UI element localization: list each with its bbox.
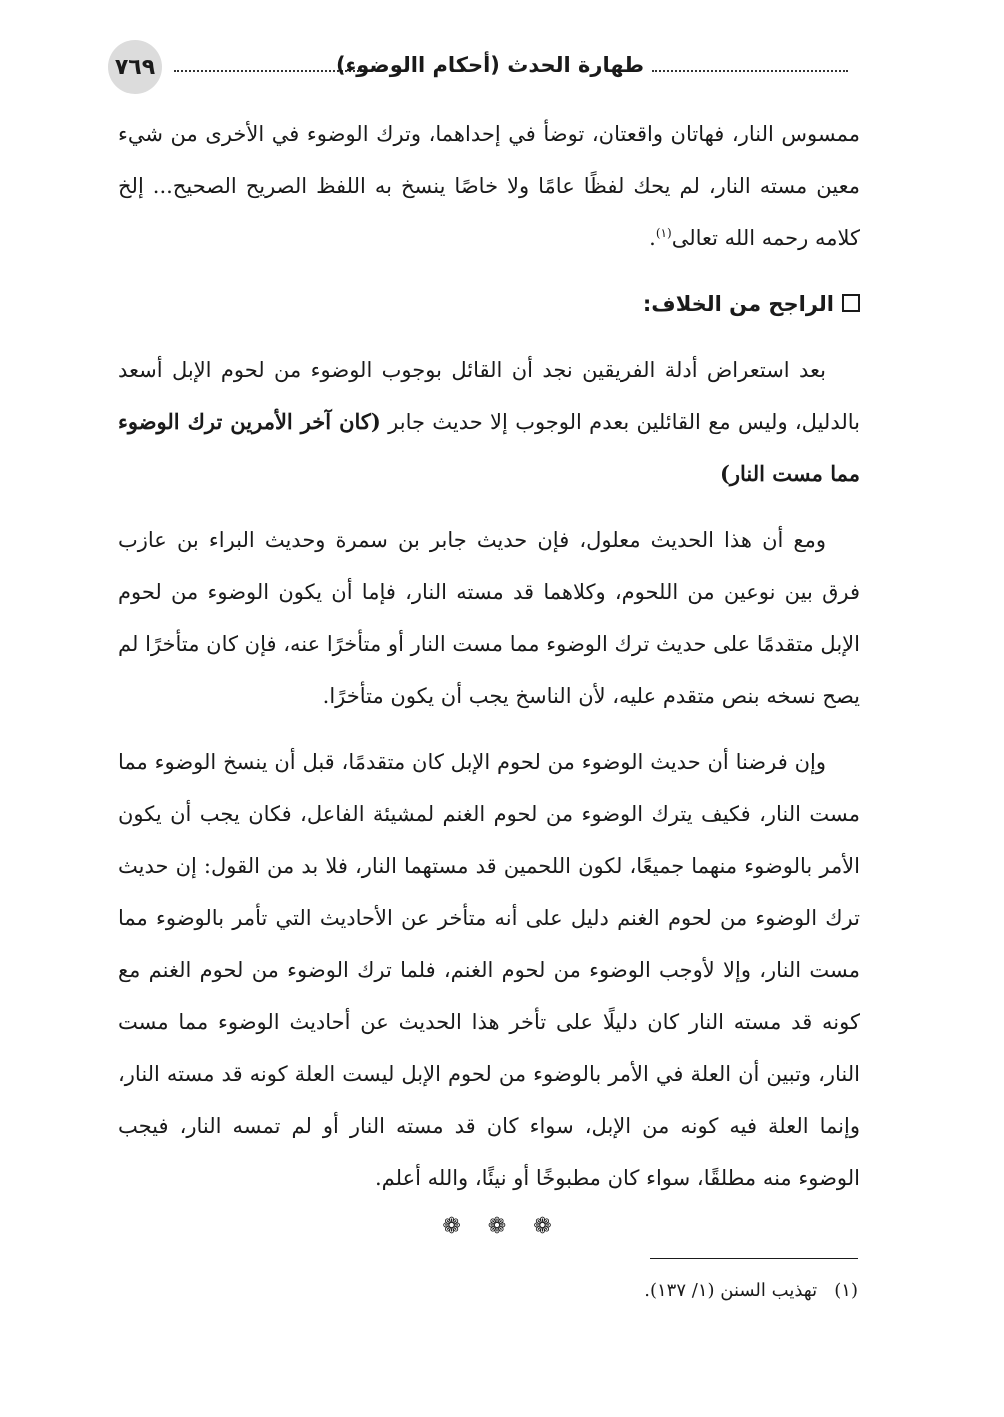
footnote-reference: (١): [655, 226, 672, 240]
section-heading-text: الراجح من الخلاف:: [642, 292, 834, 316]
main-text: [118, 108, 860, 1204]
running-title: طهارة الحدث (أحكام االوضوء): [335, 53, 644, 77]
header-dotted-leader-right: [652, 70, 848, 72]
paragraph-1-text: ممسوس النار، فهاتان واقعتان، توضأ في إحداهما، وترك الوضوء في الأخرى من شيء معين مسته النار، لم يحك لفظًا عامًا ولا خاصًا ينسخ به اللفظ الصريح الصحيح... إلخ كلامه رحمه الله تعالى: [118, 122, 860, 250]
page-number: ٧٦٩: [108, 40, 162, 94]
footnote-number: (١): [834, 1280, 858, 1301]
paragraph-2-text: بعد استعراض أدلة الفريقين نجد أن القائل بوجوب الوضوء من لحوم الإبل أسعد بالدليل، وليس مع القائلين بعدم الوجوب إلا حديث جابر: [118, 358, 860, 434]
section-ornament: ❁ ❁ ❁: [442, 1214, 562, 1239]
footnote: [400, 1276, 858, 1306]
header-dotted-leader-left: [174, 70, 362, 72]
footnote-text: تهذيب السنن (١/ ١٣٧).: [644, 1280, 818, 1301]
section-heading: [118, 278, 860, 330]
paragraph-1-end: .: [649, 226, 656, 250]
page-header: [108, 40, 860, 104]
paragraph-3: ومع أن هذا الحديث معلول، فإن حديث جابر بن سمرة وحديث البراء بن عازب فرق بين نوعين من اللحوم، وكلاهما قد مسته النار، فإما أن يكون الوضوء من لحوم الإبل متقدمًا على حديث ترك الوضوء مما مست النار أو متأخرًا عنه، فإن كان متأخرًا لم يصح نسخه بنص متقدم عليه، لأن الناسخ يجب أن يكون متأخرًا.: [118, 528, 860, 708]
paragraph-2-quote: (كان آخر الأمرين ترك الوضوء مما مست النار): [118, 409, 860, 486]
checkbox-icon: [842, 294, 860, 312]
paragraph-4: وإن فرضنا أن حديث الوضوء من لحوم الإبل كان متقدمًا، قبل أن ينسخ الوضوء مما مست النار، فكيف يترك الوضوء من لحوم الغنم لمشيئة الفاعل، فكان يجب أن يكون الأمر بالوضوء منهما جميعًا، لكون اللحمين قد مستهما النار، فلا بد من القول: إن حديث ترك الوضوء من لحوم الغنم دليل على أنه متأخر عن الأحاديث التي تأمر بالوضوء مما مست النار، وإلا لأوجب الوضوء من لحوم الغنم، فلما ترك الوضوء من لحوم الغنم مع كونه قد مسته النار كان دليلًا على تأخر هذا الحديث عن أحاديث الوضوء مما مست النار، وتبين أن العلة في الأمر بالوضوء من لحوم الإبل ليست العلة كونه قد مسته النار، وإنما العلة فيه كونه من الإبل، سواء كان قد مسته النار أو لم تمسه النار، فيجب الوضوء منه مطلقًا، سواء كان مطبوخًا أو نيئًا، والله أعلم.: [118, 750, 860, 1190]
paragraph-1: [118, 108, 860, 264]
paragraph-2: [118, 344, 860, 500]
footnote-divider: [650, 1258, 858, 1259]
